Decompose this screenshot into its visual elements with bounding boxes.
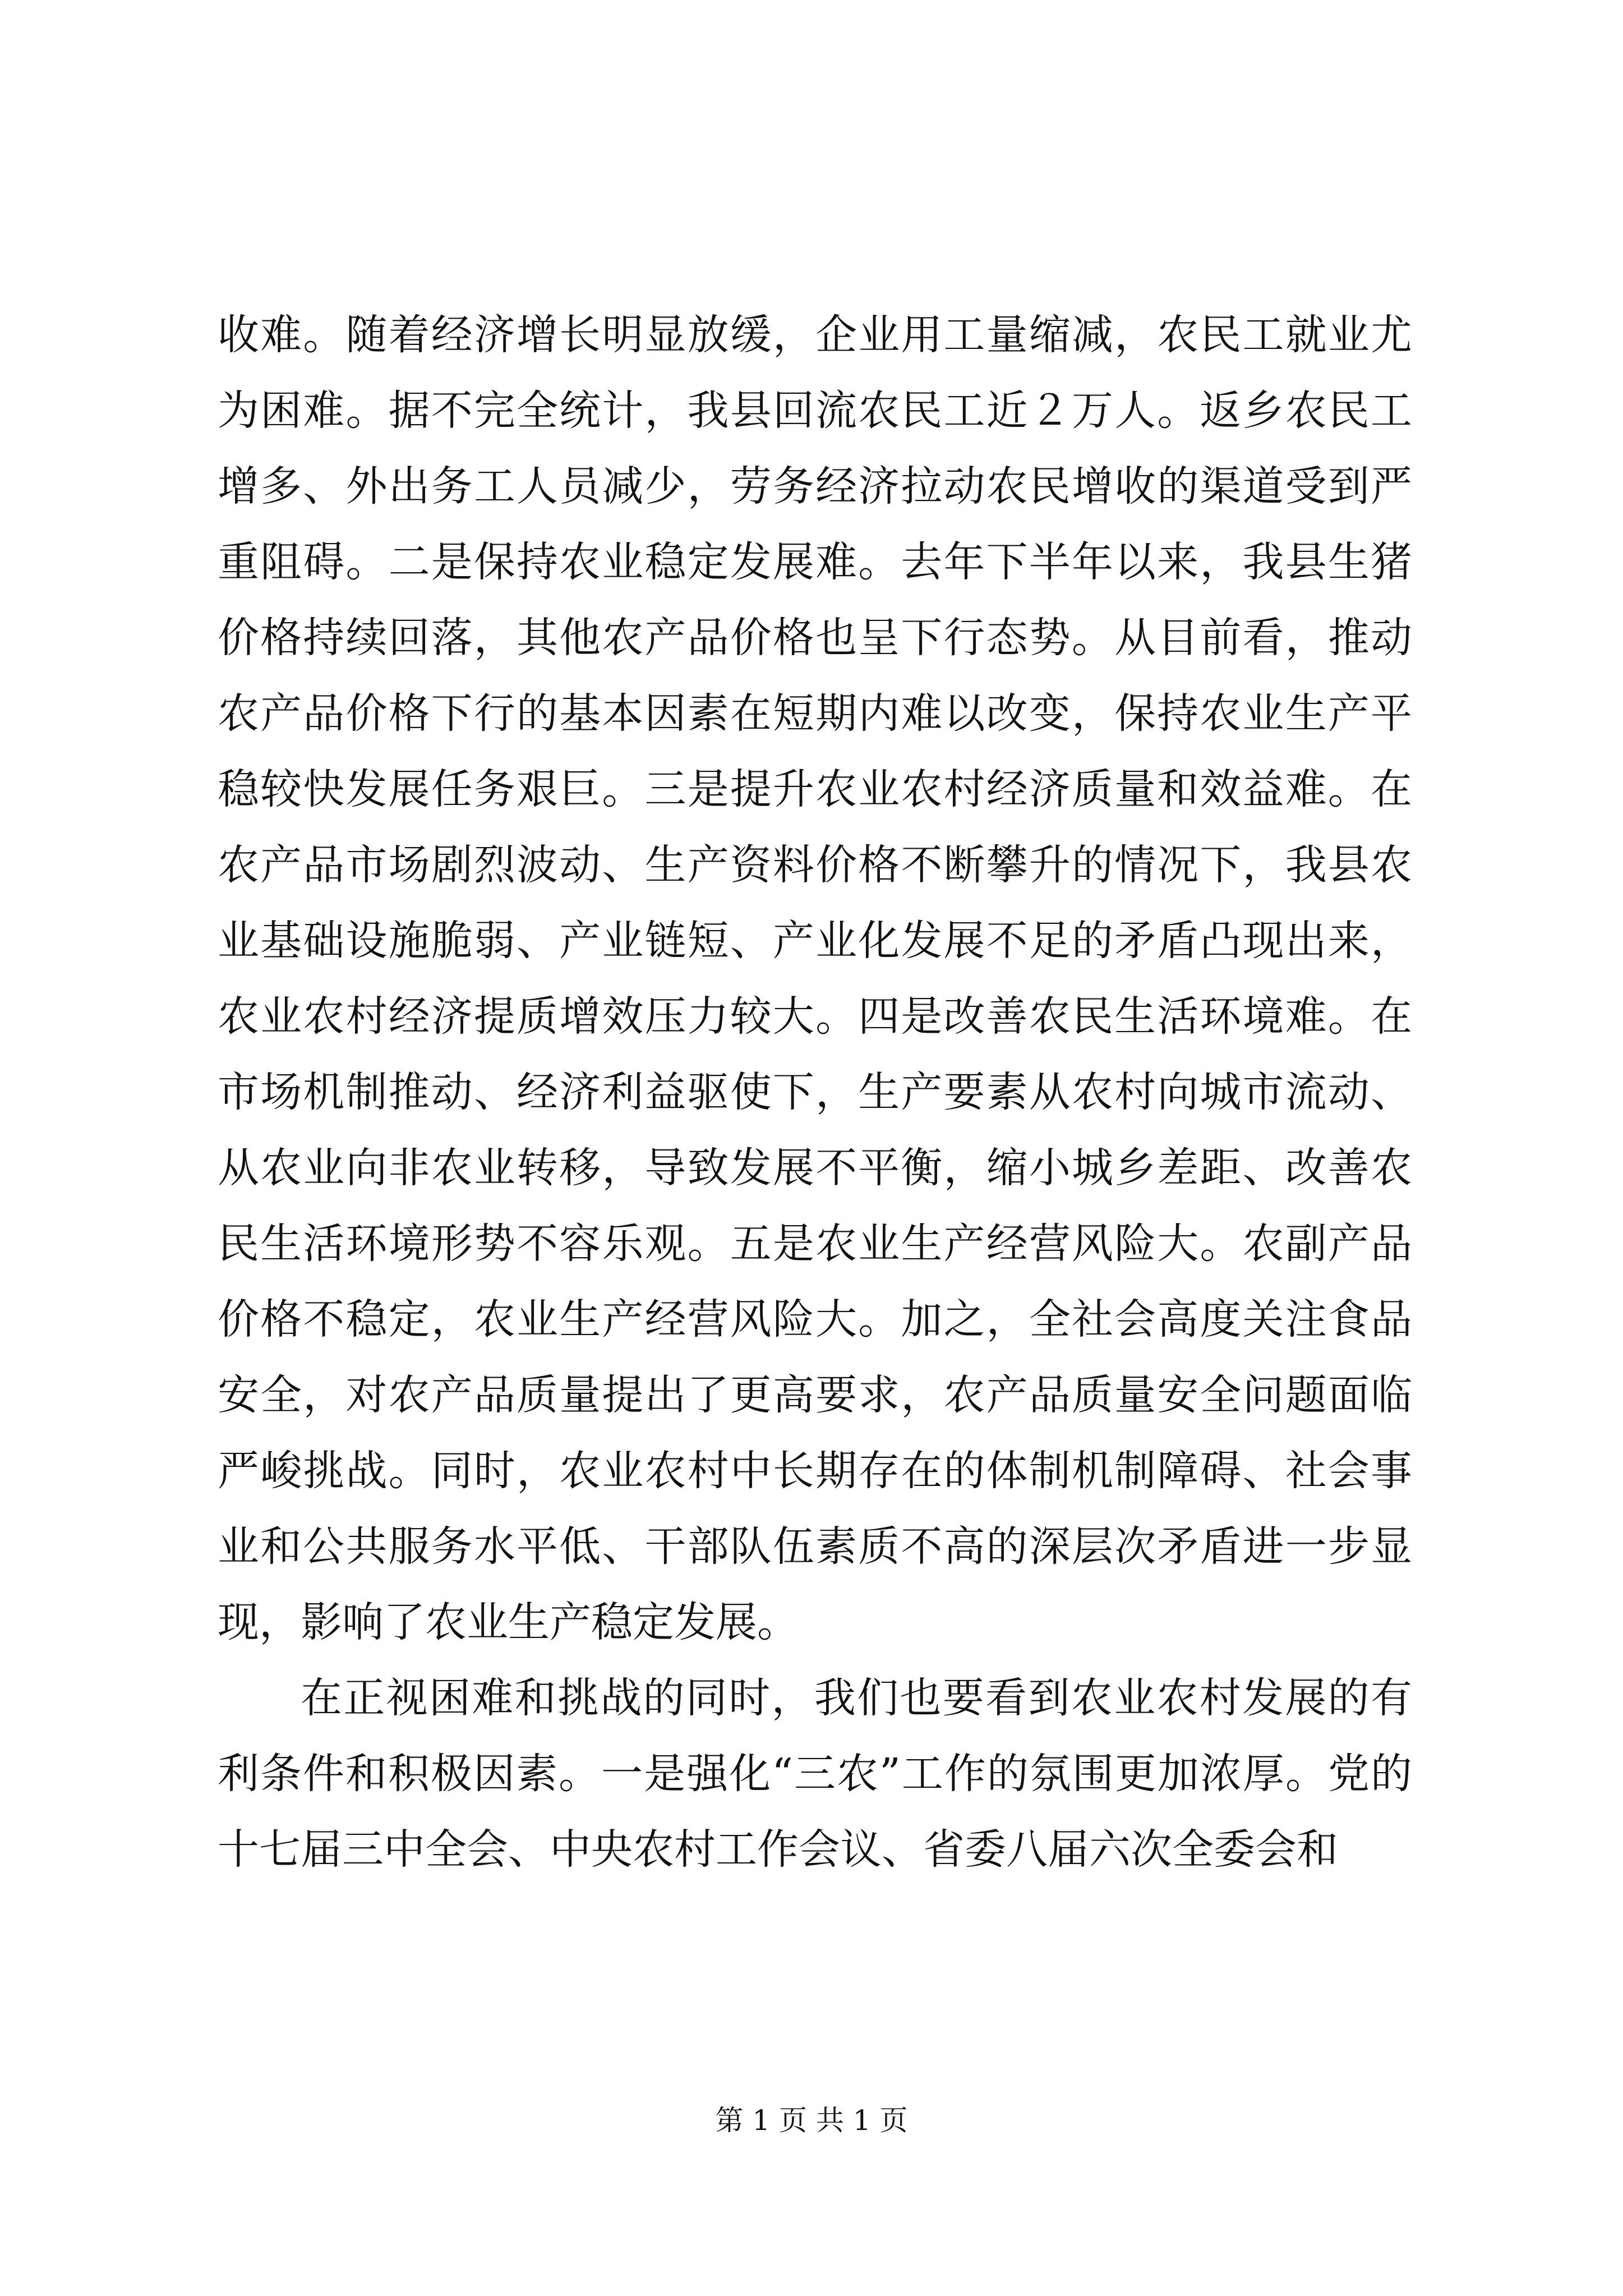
- page-footer: 第 1 页 共 1 页: [715, 2104, 908, 2137]
- document-body: [218, 297, 1412, 1888]
- paragraph-1: 收难。随着经济增长明显放缓，企业用工量缩减，农民工就业尤为困难。据不完全统计，我县回流农民工近２万人。返乡农民工增多、外出务工人员减少，劳务经济拉动农民增收的渠道受到严重阻碍。二是保持农业稳定发展难。去年下半年以来，我县生猪价格持续回落，其他农产品价格也呈下行态势。从目前看，推动农产品价格下行的基本因素在短期内难以改变，保持农业生产平稳较快发展任务艰巨。三是提升农业农村经济质量和效益难。在农产品市场剧烈波动、生产资料价格不断攀升的情况下，我县农业基础设施脆弱、产业链短、产业化发展不足的矛盾凸现出来，农业农村经济提质增效压力较大。四是改善农民生活环境难。在市场机制推动、经济利益驱使下，生产要素从农村向城市流动、从农业向非农业转移，导致发展不平衡，缩小城乡差距、改善农民生活环境形势不容乐观。五是农业生产经营风险大。农副产品价格不稳定，农业生产经营风险大。加之，全社会高度关注食品安全，对农产品质量提出了更高要求，农产品质量安全问题面临严峻挑战。同时，农业农村中长期存在的体制机制障碍、社会事业和公共服务水平低、干部队伍素质不高的深层次矛盾进一步显现，影响了农业生产稳定发展。: [218, 311, 1412, 1646]
- paragraph-2: 在正视困难和挑战的同时，我们也要看到农业农村发展的有利条件和积极因素。一是强化“三农”工作的氛围更加浓厚。党的十七届三中全会、中央农村工作会议、省委八届六次全委会和: [218, 1674, 1412, 1874]
